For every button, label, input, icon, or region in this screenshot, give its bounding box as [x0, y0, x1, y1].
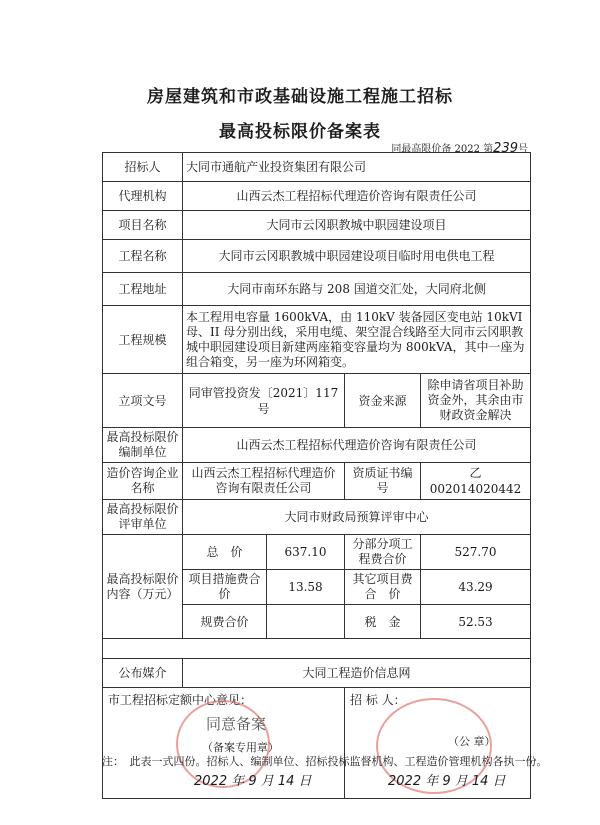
- fees-value: [267, 605, 345, 639]
- form-subtitle: 最高投标限价备案表: [219, 122, 381, 142]
- scale-value: 本工程用电容量 1600kVA，由 110kV 装备园区变电站 10kVI 母、II 母分别出线，采用电缆、架空混合线路至大同市云冈职教城中职园建设项目新建两座箱变容量均为 800kVA，其中一座为组合箱变，另一座为环网箱变。: [183, 306, 531, 374]
- row-compiler: [103, 428, 531, 463]
- tax-value: 52.53: [421, 605, 531, 639]
- tenderer-signoff-label: 招 标 人：: [350, 693, 406, 707]
- row-agency: [103, 182, 531, 211]
- form-title: 房屋建筑和市政基础设施工程施工招标: [147, 87, 453, 107]
- project-label: 项目名称: [103, 211, 183, 240]
- row-price-spacer: [103, 639, 531, 659]
- row-tenderer: [103, 153, 531, 182]
- approval-label: 立项文号: [103, 374, 183, 428]
- tenderer-seal-note: （公 章）: [448, 735, 496, 748]
- works-value: 大同市云冈职教城中职园建设项目临时用电供电工程: [183, 240, 531, 273]
- media-label: 公布媒介: [103, 659, 183, 688]
- agency-value: 山西云杰工程招标代理造价咨询有限责任公司: [183, 182, 531, 211]
- subitem-value: 527.70: [421, 535, 531, 570]
- agency-label: 代理机构: [103, 182, 183, 211]
- row-price-total: [103, 535, 531, 570]
- doc-number-handwritten: 239: [493, 141, 518, 156]
- center-opinion-label: 市工程招标定额中心意见：: [108, 693, 253, 707]
- center-signoff-cell: [103, 688, 345, 799]
- row-signoff: [103, 688, 531, 799]
- scale-label: 工程规模: [103, 306, 183, 374]
- total-label: 总 价: [183, 535, 267, 570]
- tax-label: 税 金: [345, 605, 421, 639]
- row-scale: [103, 306, 531, 374]
- footnote: 注： 此表一式四份。招标人、编制单位、招标投标监督机构、工程造价管理机构各执一份。: [102, 755, 548, 768]
- center-seal-note: （备案专用章）: [202, 741, 279, 754]
- filing-form-table: [102, 152, 531, 799]
- row-works: [103, 240, 531, 273]
- consult-value: 山西云杰工程招标代理造价咨询有限责任公司: [183, 463, 345, 500]
- cert-value: 乙 002014020442: [421, 463, 531, 500]
- center-opinion-text: 同意备案: [206, 715, 267, 733]
- address-value: 大同市南环东路与 208 国道交汇处，大同府北侧: [183, 273, 531, 306]
- consult-label: 造价咨询企业名称: [103, 463, 183, 500]
- funding-value: 除申请省项目补助资金外，其余由市财政资金解决: [421, 374, 531, 428]
- compiler-label: 最高投标限价编制单位: [103, 428, 183, 463]
- works-label: 工程名称: [103, 240, 183, 273]
- price-spacer: [103, 639, 531, 659]
- address-label: 工程地址: [103, 273, 183, 306]
- media-value: 大同工程造价信息网: [183, 659, 531, 688]
- doc-number-suffix: 号: [518, 144, 528, 155]
- row-media: [103, 659, 531, 688]
- measures-label: 项目措施费合 价: [183, 570, 267, 605]
- funding-label: 资金来源: [345, 374, 421, 428]
- other-value: 43.29: [421, 570, 531, 605]
- row-project: [103, 211, 531, 240]
- tenderer-value: 大同市通航产业投资集团有限公司: [183, 153, 531, 182]
- other-label: 其它项目费合 价: [345, 570, 421, 605]
- row-review: [103, 500, 531, 535]
- doc-number-prefix: 同最高限价备 2022 第: [391, 144, 494, 155]
- row-approval: [103, 374, 531, 428]
- tenderer-label: 招标人: [103, 153, 183, 182]
- center-date: 2022 年 9 月 14 日: [194, 774, 312, 789]
- cert-label: 资质证书编 号: [345, 463, 421, 500]
- review-value: 大同市财政局预算评审中心: [183, 500, 531, 535]
- approval-value: 同审管投资发〔2021〕117 号: [183, 374, 345, 428]
- project-value: 大同市云冈职教城中职园建设项目: [183, 211, 531, 240]
- tenderer-signoff-cell: [345, 688, 531, 799]
- row-address: [103, 273, 531, 306]
- row-consult: [103, 463, 531, 500]
- measures-value: 13.58: [267, 570, 345, 605]
- total-value: 637.10: [267, 535, 345, 570]
- compiler-value: 山西云杰工程招标代理造价咨询有限责任公司: [183, 428, 531, 463]
- tenderer-date: 2022 年 9 月 14 日: [388, 774, 506, 789]
- subitem-label: 分部分项工程费合价: [345, 535, 421, 570]
- fees-label: 规费合价: [183, 605, 267, 639]
- review-label: 最高投标限价评审单位: [103, 500, 183, 535]
- price-label: 最高投标限价内容（万元）: [103, 535, 183, 639]
